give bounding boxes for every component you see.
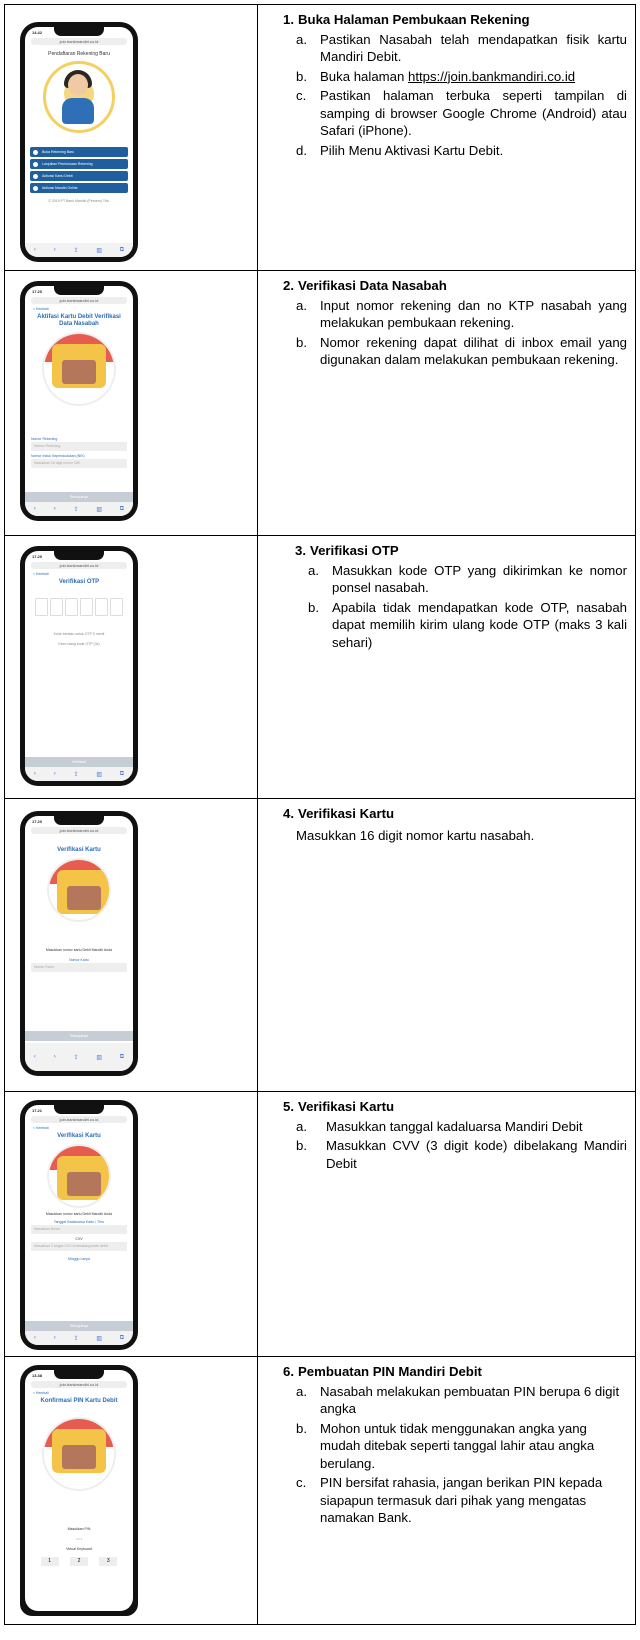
back-link[interactable]: < Kembali [33, 307, 49, 311]
bookmarks-icon[interactable]: ▥ [96, 506, 102, 513]
pin-label: Masukkan PIN [67, 1527, 91, 1531]
step-title-text: Verifikasi Kartu [298, 806, 395, 821]
phone-notch [54, 816, 104, 825]
url-bar[interactable]: join.bankmandiri.co.id [31, 1381, 127, 1388]
bookmarks-icon[interactable]: ▥ [96, 247, 102, 254]
back-icon[interactable]: ‹ [33, 1335, 36, 1341]
bookmarks-icon[interactable]: ▥ [96, 1054, 102, 1061]
otp-input-group[interactable] [25, 598, 133, 616]
phone-mockup [20, 546, 138, 786]
forward-icon[interactable]: › [53, 771, 56, 777]
share-icon[interactable]: ⇪ [73, 1054, 79, 1061]
url-bar[interactable]: join.bankmandiri.co.id [31, 297, 127, 304]
forward-icon[interactable]: › [53, 247, 56, 253]
phone-mockup [20, 281, 138, 521]
browser-toolbar [25, 1043, 133, 1071]
phone-screen [25, 286, 133, 516]
phone-screen [25, 551, 133, 781]
card-number-label: Nomor Kartu [69, 958, 89, 962]
status-time: 14.42 [32, 30, 43, 35]
share-icon[interactable]: ⇪ [73, 247, 79, 254]
keyboard-label: Virtual Keyboard [66, 1547, 92, 1551]
url-bar[interactable]: join.bankmandiri.co.id [31, 562, 127, 569]
menu-buka-rekening[interactable]: Buka Rekening Baru [30, 147, 128, 157]
card-caption: Masukkan nomor kartu Debit Mandiri Anda [45, 1212, 113, 1216]
list-item: a. Masukkan kode OTP yang dikirimkan ke nomor ponsel nasabah. [308, 562, 627, 595]
back-icon[interactable]: ‹ [33, 1054, 36, 1060]
step-2-text-cell [258, 271, 636, 536]
step-3-image-cell [5, 536, 258, 799]
step-title [268, 277, 627, 295]
cvv-input[interactable]: Masukkan 3 angka CVV di belakang kartu debit [31, 1242, 127, 1251]
phone-notch [54, 27, 104, 36]
screen-title: Verifikasi Kartu [57, 847, 101, 853]
phone-mockup [20, 22, 138, 262]
key-2[interactable]: 2 [70, 1557, 88, 1566]
screen-title: Konfirmasi PIN Kartu Debit [40, 1398, 118, 1404]
step-number: 2. [283, 278, 294, 293]
step-title [268, 1363, 627, 1381]
step-title-text: Verifikasi Kartu [298, 1099, 395, 1114]
tabs-icon[interactable]: ⧉ [119, 770, 125, 777]
status-time: 13.38 [32, 1373, 43, 1378]
menu-lanjutkan-pembukaan[interactable]: Lanjutkan Pembukaan Rekening [30, 159, 128, 169]
phone-mockup [20, 811, 138, 1076]
verify-button[interactable]: Verifikasi [25, 757, 133, 767]
list-item: b. Apabila tidak mendapatkan kode OTP, nasabah dapat memilih kirim ulang kode OTP (maks 3 kali sehari) [308, 599, 627, 650]
resend-otp-link[interactable]: Kirim ulang kode OTP (3x) [58, 642, 100, 646]
expiry-input[interactable]: Masukkan Bulan [31, 1225, 127, 1234]
menu-aktivasi-mandiri-online[interactable]: Aktivasi Mandiri Online [30, 183, 128, 193]
nik-label: Nomor Induk Kependudukan (NIK) [31, 454, 85, 458]
back-icon[interactable]: ‹ [33, 771, 36, 777]
step-1-image-cell [5, 5, 258, 271]
tabs-icon[interactable]: ⧉ [119, 1053, 125, 1060]
status-time: 17.20 [32, 819, 43, 824]
back-link[interactable]: < Kembali [33, 1126, 49, 1130]
avatar-illustration [43, 61, 115, 133]
key-1[interactable]: 1 [41, 1557, 59, 1566]
tabs-icon[interactable]: ⧉ [119, 1334, 125, 1341]
step-4-image-cell [5, 799, 258, 1092]
next-button[interactable]: Selanjutnya [25, 1321, 133, 1331]
account-number-label: Nomor Rekening [31, 437, 58, 441]
list-item: b. Mohon untuk tidak menggunakan angka yang mudah ditebak seperti tanggal lahir atau angka berulang. [296, 1420, 595, 1471]
card-number-input[interactable]: Nomor Kartu [31, 963, 127, 972]
step-title [280, 542, 627, 560]
step-2-image-cell [5, 271, 258, 536]
card-illustration [49, 860, 109, 920]
list-item: a. Masukkan tanggal kadaluarsa Mandiri Debit [296, 1118, 583, 1134]
tabs-icon[interactable]: ⧉ [119, 246, 125, 253]
card-illustration [44, 1419, 114, 1489]
bookmarks-icon[interactable]: ▥ [96, 771, 102, 778]
phone-screen [25, 1370, 133, 1611]
list-item: b. Buka halaman https://join.bankmandiri.co.id [296, 68, 576, 84]
step-6-text-cell [258, 1357, 636, 1625]
card-caption: Masukkan nomor kartu Debit Mandiri Anda [45, 948, 113, 952]
step-number: 4. [283, 806, 294, 821]
screen-title: Verifikasi Kartu [57, 1133, 101, 1139]
step-3-text-cell [258, 536, 636, 799]
expiry-label: Tanggal Kadaluarsa Kartu / Thru [53, 1220, 105, 1224]
list-item: a. Pastikan Nasabah telah mendapatkan fisik kartu Mandiri Debit. [296, 31, 627, 64]
step-title-text: Buka Halaman Pembukaan Rekening [298, 12, 530, 27]
step-5-text-cell [258, 1092, 636, 1357]
url-bar[interactable]: join.bankmandiri.co.id [31, 827, 127, 834]
browser-toolbar [25, 243, 133, 257]
phone-screen [25, 816, 133, 1071]
status-time: 17.20 [32, 554, 43, 559]
phone-mockup [20, 1100, 138, 1350]
back-icon[interactable]: ‹ [33, 247, 36, 253]
phone-notch [54, 1370, 104, 1379]
key-3[interactable]: 3 [99, 1557, 117, 1566]
step-number: 3. [295, 543, 306, 558]
card-illustration [49, 1146, 109, 1206]
account-number-input[interactable]: Nomor Rekening [31, 442, 127, 451]
phone-notch [54, 551, 104, 560]
cvv-label: CVV [75, 1237, 83, 1241]
virtual-keyboard [35, 1557, 123, 1566]
share-icon[interactable]: ⇪ [73, 771, 79, 778]
share-icon[interactable]: ⇪ [73, 1335, 79, 1342]
step-number: 5. [283, 1099, 294, 1114]
phone-screen [25, 1105, 133, 1345]
help-link[interactable]: Minggu Lanjut [68, 1257, 90, 1261]
list-item: d. Pilih Menu Aktivasi Kartu Debit. [296, 142, 504, 158]
url-bar[interactable]: join.bankmandiri.co.id [31, 38, 127, 45]
screen-title: Aktifasi Kartu Debit Verifikasi Data Nasabah [37, 314, 121, 327]
list-item: b. Nomor rekening dapat dilihat di inbox email yang digunakan dalam melakukan pembukaan rekening. [296, 334, 627, 367]
step-5-image-cell [5, 1092, 258, 1357]
step-6-image-cell [5, 1357, 258, 1625]
card-illustration [44, 334, 114, 404]
bookmarks-icon[interactable]: ▥ [96, 1335, 102, 1342]
page-heading: Pendaftaran Rekening Baru [48, 51, 110, 57]
forward-icon[interactable]: › [53, 1054, 56, 1060]
phone-mockup [20, 1365, 138, 1616]
list-item: c. PIN bersifat rahasia, jangan berikan PIN kepada siapapun termasuk dari pihak yang mengatas namakan Bank. [296, 1475, 603, 1525]
step-number: 6. [283, 1364, 294, 1379]
list-item: c. Pastikan halaman terbuka seperti tampilan di samping di browser Google Chrome (Android) atau Safari (iPhone). [296, 88, 627, 138]
phone-notch [54, 286, 104, 295]
status-time: 17.21 [32, 1108, 43, 1113]
back-link[interactable]: < Kembali [33, 572, 49, 576]
otp-validity-hint: Kode berlaku untuk OTP 5 menit [53, 632, 105, 636]
step-4-text-cell [258, 799, 636, 1092]
browser-toolbar [25, 767, 133, 781]
share-icon[interactable]: ⇪ [73, 506, 79, 513]
step-title [268, 1098, 627, 1116]
step-description: Masukkan 16 digit nomor kartu nasabah. [296, 827, 535, 843]
url-bar[interactable]: join.bankmandiri.co.id [31, 1116, 127, 1123]
instructions-table [4, 4, 636, 1625]
step-items [258, 1118, 627, 1173]
next-button[interactable]: Selanjutnya [25, 1031, 133, 1041]
step-1-text-cell [258, 5, 636, 271]
screen-title: Verifikasi OTP [58, 579, 100, 585]
step-items [258, 31, 627, 160]
list-item: b. Masukkan CVV (3 digit kode) dibelakang Mandiri Debit [296, 1138, 627, 1171]
browser-toolbar [25, 502, 133, 516]
step-items [270, 562, 627, 652]
list-item: a. Input nomor rekening dan no KTP nasabah yang melakukan pembukaan rekening. [296, 297, 627, 330]
step-title-text: Verifikasi Data Nasabah [298, 278, 447, 293]
next-button[interactable]: Selanjutnya [25, 492, 133, 502]
step-items [258, 297, 627, 369]
step-items [258, 1383, 627, 1527]
footer-copyright: © 2019 PT Bank Mandiri (Persero) Tbk. [48, 199, 110, 203]
browser-toolbar [25, 1331, 133, 1345]
forward-icon[interactable]: › [53, 506, 56, 512]
step-title-text: Verifikasi OTP [310, 543, 399, 558]
step-title [268, 11, 627, 29]
tabs-icon[interactable]: ⧉ [119, 505, 125, 512]
menu-aktivasi-kartu-debit[interactable]: Aktivasi Kartu Debit [30, 171, 128, 181]
forward-icon[interactable]: › [53, 1335, 56, 1341]
step-title [268, 805, 627, 823]
status-time: 17.20 [32, 289, 43, 294]
bank-link[interactable]: https://join.bankmandiri.co.id [407, 68, 576, 84]
phone-screen [25, 27, 133, 257]
back-link[interactable]: < Kembali [33, 1391, 49, 1395]
step-number: 1. [283, 12, 294, 27]
list-item: a. Nasabah melakukan pembuatan PIN berupa 6 digit angka [296, 1383, 620, 1416]
phone-notch [54, 1105, 104, 1114]
step-title-text: Pembuatan PIN Mandiri Debit [298, 1364, 482, 1379]
pin-dots[interactable]: • • • [76, 1537, 82, 1541]
back-icon[interactable]: ‹ [33, 506, 36, 512]
nik-input[interactable]: Masukkan 16 digit nomor NIK [31, 459, 127, 468]
